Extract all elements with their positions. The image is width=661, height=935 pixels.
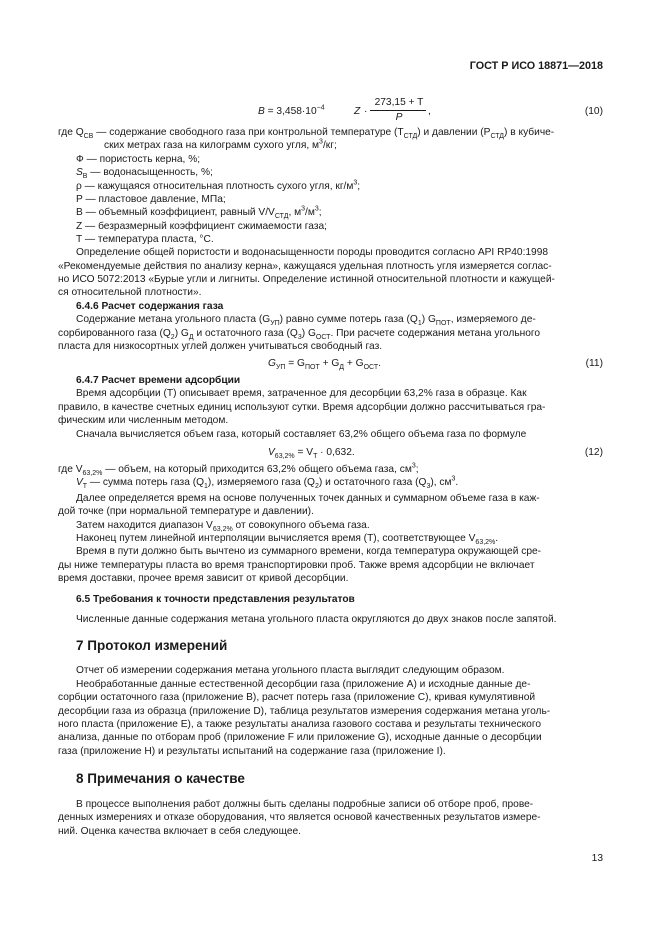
formula-10-number: (10) <box>584 106 603 117</box>
s647-line-5: Далее определяется время на основе полученных точек данных и суммарном объеме газа в каж- <box>76 493 540 504</box>
para1-line-3: но ИСО 5072:2013 «Бурые угли и лигниты. Определение истинной относительной плотности и кажущей- <box>58 274 555 285</box>
formula-10-lhs: B <box>258 106 265 117</box>
def-volume-factor: B — объемный коэффициент, равный $V/V_{СТД}$, $м^3/м^3$; <box>76 205 322 221</box>
s647-line-7: Затем находится диапазон $V_{63,2\%}$ от совокупного объема газа. <box>76 520 370 534</box>
s8-line-1: В процессе выполнения работ должны быть сделаны подробные записи об отборе проб, прове- <box>76 799 534 810</box>
section-65-title: 6.5 Требования к точности представления результатов <box>76 594 355 605</box>
s7-line-3: сорбции остаточного газа (приложение В), расчет потерь газа (приложение С), кривая кумулятивной <box>58 692 536 703</box>
section-646-title: 6.4.6 Расчет содержания газа <box>76 301 224 312</box>
section-8-title: 8 Примечания о качестве <box>76 771 245 786</box>
section-7-title: 7 Протокол измерений <box>76 638 228 653</box>
s646-line-1: Содержание метана угольного пласта $(G_{УП})$ равно сумме потерь газа $(Q_1)$ $G_{ПОТ}$, измеряемого де- <box>76 314 536 328</box>
formula-11: $G_{УП} = G_{ПОТ} + G_Д + G_{ОСТ}$. <box>268 358 381 372</box>
s7-line-1: Отчет об измерении содержания метана угольного пласта выглядит следующим образом. <box>76 665 505 676</box>
s647-line-6: дой точке (при нормальной температуре и давлении). <box>58 506 314 517</box>
def-qsv-cont: ских метрах газа на килограмм сухого угля, $м^3/кг$; <box>104 138 337 151</box>
s646-line-3: пласта для низкосортных углей должен учитываться свободный газ. <box>58 341 383 352</box>
def-water-saturation: $S_В$ — водонасыщенность, %; <box>76 167 213 181</box>
formula-12-number: (12) <box>584 447 603 458</box>
s8-line-3: ний. Оценка качества включает в себя следующее. <box>58 826 302 837</box>
def-vt: $V_Т$ — сумма потерь газа $(Q_1)$, измеряемого газа $(Q_2)$ и остаточного газа $(Q_3)$, $см^3$. <box>76 475 459 491</box>
formula-11-number: (11) <box>585 358 603 369</box>
s647-line-10: ды ниже температуры пласта во время транспортировки проб. Также время адсорбции не включает <box>58 560 535 571</box>
s647-line-8: Наконец путем линейной интерполяции вычисляется время (T), соответствующее $V_{63,2\%}$. <box>76 533 499 547</box>
def-compressibility: Z — безразмерный коэффициент сжимаемости газа; <box>76 221 328 232</box>
formula-10-denominator: P <box>395 112 403 123</box>
para1-line-1: Определение общей пористости и водонасыщенности породы проводится согласно API RP40:1998 <box>76 247 549 258</box>
formula-10-coef: = 3,458·10 <box>264 106 317 117</box>
s7-line-4: десорбции газа из образца (приложение D), таблица результатов измерения содержания метана уголь- <box>58 706 551 717</box>
def-temperature: T — температура пласта, °С. <box>76 234 214 245</box>
section-647-title: 6.4.7 Расчет времени адсорбции <box>76 375 241 386</box>
formula-10-dot: · <box>364 106 368 117</box>
formula-10-z: Z <box>354 106 361 117</box>
formula-10-numerator: 273,15 + T <box>374 97 424 108</box>
s646-line-2: сорбированного газа $(Q_2)$ $G_Д$ и остаточного газа $(Q_3)$ $G_{ОСТ}$. При расчете содержания метана угольного <box>58 328 541 342</box>
def-qsv: где $Q_{СВ}$ — содержание свободного газа при контрольной температуре $(T_{СТД})$ и давлении $(P_{СТД})$ в кубиче- <box>58 127 555 141</box>
def-density: ρ — кажущаяся относительная плотность сухого угля, $кг/м^3$; <box>76 179 361 192</box>
s647-line-2: правило, в качестве счетных единиц используют сутки. Время адсорбции должно рассчитываться гра- <box>58 402 546 413</box>
para1-line-4: ся относительной плотности». <box>58 287 202 298</box>
s647-line-3: фическим или численным методом. <box>58 415 229 426</box>
para1-line-2: «Рекомендуемые действия по анализу керна», кажущаяся удельная плотность угля измеряется соглас- <box>58 261 552 272</box>
def-porosity: Ф — пористость керна, %; <box>76 154 201 165</box>
def-pressure: P — пластовое давление, МПа; <box>76 194 226 205</box>
page-number: 13 <box>591 853 603 864</box>
s647-line-4: Сначала вычисляется объем газа, который составляет 63,2% общего объема газа по формуле <box>76 429 527 440</box>
s7-line-2: Необработанные данные естественной десорбции газа (приложение А) и исходные данные де- <box>76 679 531 690</box>
standard-header: ГОСТ Р ИСО 18871—2018 <box>469 60 603 72</box>
s647-line-1: Время адсорбции (T) описывает время, затраченное для десорбции 63,2% газа в образце. Как <box>76 388 527 399</box>
formula-10-exp: −4 <box>316 104 325 112</box>
formula-12: $V_{63,2\%} = V_Т \cdot 0,632$. <box>268 447 355 461</box>
s7-line-6: анализа, данные по отборам проб (приложение F или приложение G), исходные данные о десорбции <box>58 732 542 743</box>
def-v632: где $V_{63,2\%}$ — объем, на который приходится 63,2% общего объема газа, $см^3$; <box>58 462 419 478</box>
formula-10-comma: , <box>428 106 431 117</box>
s7-line-7: газа (приложение Н) и результаты испытаний на содержание газа (приложение I). <box>58 746 446 757</box>
s8-line-2: денных измерениях и отказе оборудования, что является основой качественных результатов измере- <box>58 812 541 823</box>
s647-line-11: время доставки, прочее время зависит от кривой десорбции. <box>58 573 349 584</box>
s647-line-9: Время в пути должно быть вычтено из суммарного времени, когда температура окружающей сре- <box>76 546 542 557</box>
s7-line-5: ного пласта (приложение Е), а также результаты анализа газового состава и результаты технического <box>58 719 541 730</box>
s65-line-1: Численные данные содержания метана угольного пласта округляются до двух знаков после запятой. <box>76 614 557 625</box>
